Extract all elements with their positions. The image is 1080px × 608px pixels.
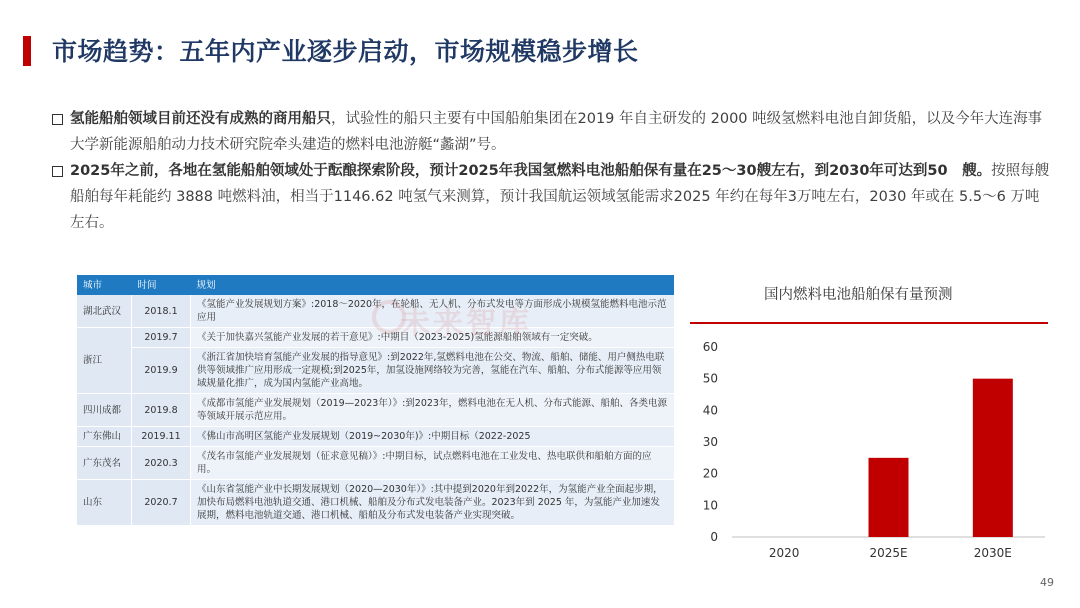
cell-time: 2020.3 <box>132 447 191 480</box>
x-tick-label: 2025E <box>869 546 908 560</box>
cell-plan: 《佛山市高明区氢能产业发展规划（2019~2030年)》:中期目标（2022-2025 <box>191 427 675 447</box>
y-tick-label: 60 <box>702 340 718 354</box>
title-accent-bar <box>23 36 31 66</box>
square-bullet-icon <box>52 166 63 177</box>
table-row <box>77 480 674 526</box>
y-tick-label: 50 <box>702 371 718 386</box>
bar-2030E <box>973 379 1013 537</box>
y-tick-label: 10 <box>702 498 718 513</box>
bullet-bold-text: 氢能船舶领域目前还没有成熟的商用船只 <box>70 111 331 127</box>
table-row <box>77 427 674 447</box>
chart-title: 国内燃料电池船舶保有量预测 <box>764 287 953 303</box>
cell-time: 2019.11 <box>132 427 191 447</box>
cell-time: 2019.7 <box>132 328 191 348</box>
header-city: 城市 <box>77 275 132 295</box>
y-tick-label: 0 <box>710 530 718 544</box>
cell-plan: 《成都市氢能产业发展规划（2019—2023年）》:到2023年，燃料电池在无人机、分布式能源、船舶、各类电源等领域开展示范应用。 <box>191 394 675 427</box>
cell-city: 浙江 <box>77 328 132 394</box>
cell-plan: 《山东省氢能产业中长期发展规划（2020—2030年）》:其中提到2020年到2022年，为氢能产业全面起步期，加快布局燃料电池轨道交通、港口机械、船舶及分布式发电装备产业。2023年到 2025 年，为氢能产业加速发展期，燃料电池轨道交通、港口机械、船舶及分布式发电装备产业实现突破。 <box>191 480 675 526</box>
square-bullet-icon <box>52 114 63 125</box>
table-row <box>77 348 674 394</box>
cell-plan: 《氢能产业发展规划方案》:2018～2020年，在轮船、无人机、分布式发电等方面形成小规模氢能燃料电池示范应用 <box>191 295 675 328</box>
bar-chart <box>690 330 1050 565</box>
y-tick-label: 40 <box>702 403 718 418</box>
x-tick-label: 2030E <box>973 546 1012 560</box>
table-row <box>77 394 674 427</box>
page-title: 市场趋势：五年内产业逐步启动，市场规模稳步增长 <box>52 37 639 66</box>
cell-city: 四川成都 <box>77 394 132 427</box>
header-time: 时间 <box>132 275 191 295</box>
cell-time: 2019.8 <box>132 394 191 427</box>
bullet-text: 按照每艘船舶每年耗能约 3888 吨燃料油，相当于1146.62 吨氢气来测算，预计我国航运领域氢能需求2025 年约在每年3万吨左右，2030 年或在 5.5～6 万吨左右。 <box>70 163 1050 231</box>
cell-plan: 《茂名市氢能产业发展规划（征求意见稿）》:中期目标，试点燃料电池在工业发电、热电联供和船舶方面的应用。 <box>191 447 675 480</box>
cell-city: 广东佛山 <box>77 427 132 447</box>
table-row <box>77 447 674 480</box>
watermark-logo <box>372 300 406 334</box>
header-plan: 规划 <box>191 275 675 295</box>
cell-time: 2020.7 <box>132 480 191 526</box>
table-header-row <box>77 275 674 295</box>
page-number: 49 <box>1040 576 1054 589</box>
cell-plan: 《浙江省加快培育氢能产业发展的指导意见》:到2022年,氢燃料电池在公交、物流、船舶、储能、用户侧热电联供等领域推广应用形成一定规模;到2025年，加氢设施网络较为完善，氢能在汽车、船舶、分布式能源等应用领域规量化推广，成为国内氢能产业高地。 <box>191 348 675 394</box>
bullet-text: ，试验性的船只主要有中国船舶集团在2019 年自主研发的 2000 吨级氢燃料电池自卸货船，以及今年大连海事大学新能源船舶动力技术研究院牵头建造的燃料电池游艇“蠡湖”号。 <box>70 111 1043 153</box>
y-tick-label: 30 <box>702 435 718 449</box>
bullet-list <box>52 106 1052 236</box>
cell-plan: 《关于加快嘉兴氢能产业发展的若干意见》:中期目（2023-2025)氢能源船舶领域有一定突破。 <box>191 328 675 348</box>
chart-title-rule <box>690 322 1048 324</box>
x-tick-label: 2020 <box>768 546 800 560</box>
bullet-item <box>52 106 1052 158</box>
cell-time: 2019.9 <box>132 348 191 394</box>
bullet-bold-text: 2025年之前，各地在氢能船舶领域处于酝酿探索阶段，预计2025年我国氢燃料电池船舶保有量在25～30艘左右，到2030年可达到50 艘。 <box>70 163 992 179</box>
bar-2025E <box>869 458 909 537</box>
cell-time: 2018.1 <box>132 295 191 328</box>
cell-city: 山东 <box>77 480 132 526</box>
cell-city: 湖北武汉 <box>77 295 132 328</box>
y-tick-label: 20 <box>702 466 718 481</box>
table-row <box>77 328 674 348</box>
cell-city: 广东茂名 <box>77 447 132 480</box>
bullet-item <box>52 158 1052 236</box>
